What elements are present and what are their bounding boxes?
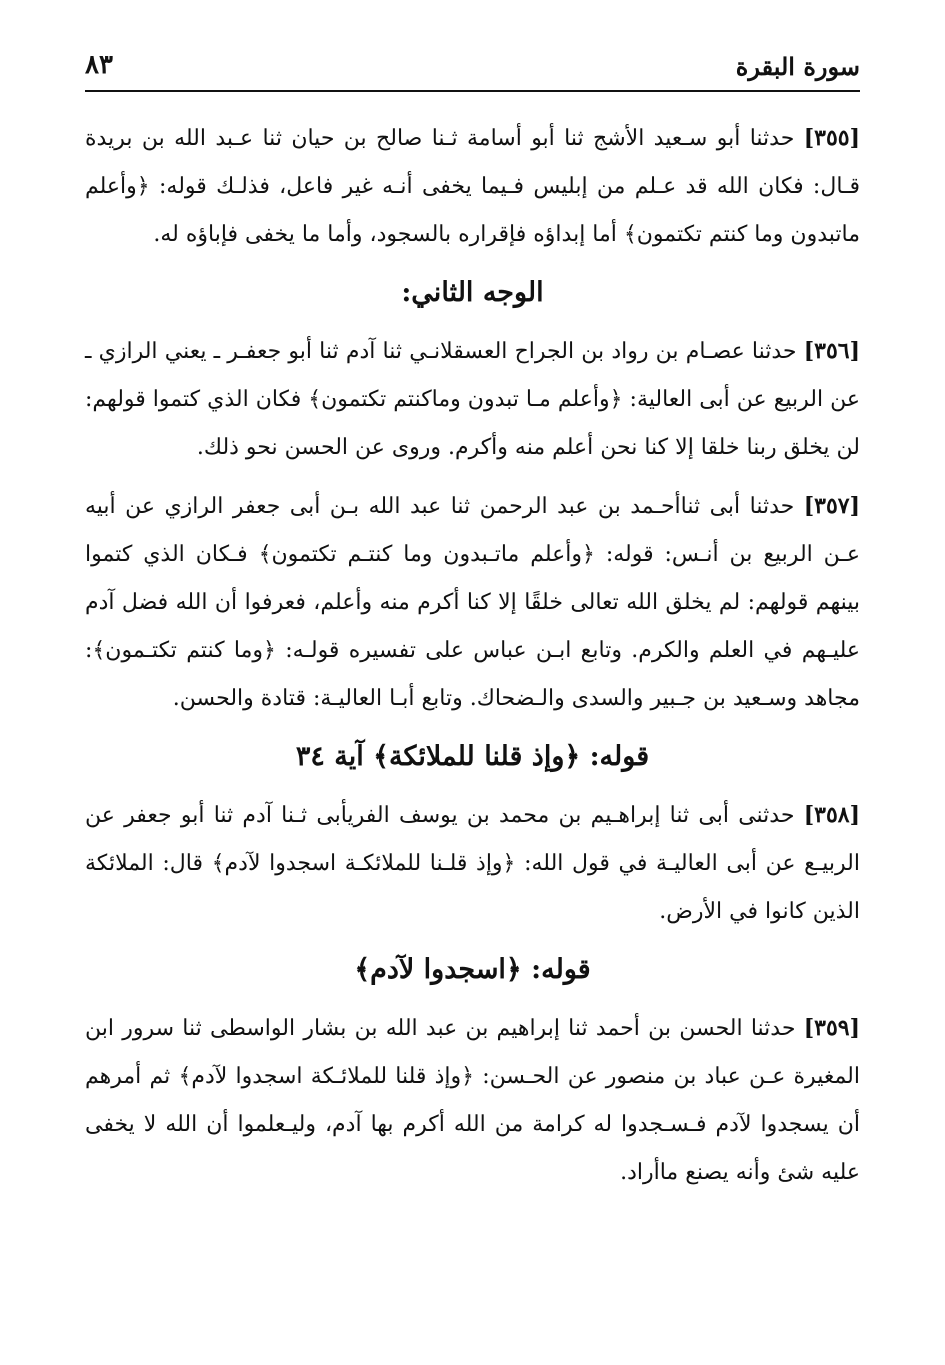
paragraph-number: [٣٥٦] xyxy=(803,338,860,364)
paragraph-text: حدثنى أبى ثنا إبراهـيم بن محمد بن يوسف الفريأبى ثـنا آدم ثنا أبو جعفر عن الربيـع عن أبى العاليـة في قول الله: ﴿وإذ قلـنا للملائكـة اسجدوا لآدم﴾ قال: الملائكة الذين كانوا في الأرض. xyxy=(85,803,860,924)
paragraph-text: حدثنا أبو سـعيد الأشج ثنا أبو أسامة ثـنا صالح بن حيان ثنا عـبد الله بن بريدة قـال: فكان الله قد عـلم من إبليس فـيما يخفى أنـه غير فاعل، فذلـك قوله: ﴿وأعلم ماتبدون وما كنتم تكتمون﴾ أما إبداؤه فإقراره بالسجود، وأما ما يخفى فإباؤه له. xyxy=(85,126,860,247)
hadith-paragraph-359 xyxy=(85,1004,860,1197)
paragraph-text: حدثنا الحسن بن أحمد ثنا إبراهيم بن عبد الله بن بشار الواسطى ثنا سرور ابن المغيرة عـن عباد بن منصور عن الحـسن: ﴿وإذ قلنا للملائـكة اسجدوا لآدم﴾ ثم أمرهم أن يسجدوا لآدم فـسـجدوا له كرامة من الله أكرم بها آدم، وليـعلموا أن الله لا يخفى عليه شئ وأنه يصنع ماأراد. xyxy=(85,1016,860,1185)
paragraph-number: [٣٥٥] xyxy=(803,125,860,151)
paragraph-number: [٣٥٨] xyxy=(803,802,860,828)
hadith-paragraph-356 xyxy=(85,327,860,472)
section-heading-ayah-34: قوله: ﴿وإذ قلنا للملائكة﴾ آية ٣٤ xyxy=(295,741,650,772)
hadith-paragraph-358 xyxy=(85,791,860,936)
section-heading-prostrate: قوله: ﴿اسجدوا لآدم﴾ xyxy=(354,954,591,985)
page-number: ٨٣ xyxy=(85,50,113,80)
paragraph-text: حدثنا أبى ثناأحـمد بن عبد الرحمن ثنا عبد الله بـن أبى جعفر الرازي عن أبيه عـن الربيع بن أنـس: قوله: ﴿وأعلم ماتـبدون وما كنتـم تكتمون﴾ فـكان الذي كتموا بينهم قولهم: لم يخلق الله تعالى خلقًا إلا كنا أكرم منه وأعلم، فعرفوا أن الله فضل آدم عليـهم في العلم والكرم. وتابع ابـن عباس على تفسيره قولـه: ﴿وما كنتم تكتـمون﴾: مجاهد وسـعيد بن جـبير والسدى والـضحاك. وتابع أبـا العاليـة: قتادة والحسن. xyxy=(85,494,860,711)
surah-title: سورة البقرة xyxy=(735,52,860,81)
hadith-paragraph-355 xyxy=(85,114,860,259)
page-content xyxy=(85,114,860,1197)
paragraph-text: حدثنا عصـام بن رواد بن الجراح العسقلانـي ثنا آدم ثنا أبو جعفـر ـ يعني الرازي ـ عن الربيع عن أبى العالية: ﴿وأعلم مـا تبدون وماكنتم تكتمون﴾ فكان الذي كتموا قولهم: لن يخلق ربنا خلقا إلا كنا نحن أعلم منه وأكرم. وروى عن الحسن نحو ذلك. xyxy=(85,339,860,460)
section-heading-second-aspect: الوجه الثاني: xyxy=(401,277,544,308)
paragraph-number: [٣٥٧] xyxy=(803,493,860,519)
hadith-paragraph-357 xyxy=(85,482,860,723)
page-header xyxy=(85,40,860,92)
book-page xyxy=(85,40,860,1330)
paragraph-number: [٣٥٩] xyxy=(803,1015,860,1041)
